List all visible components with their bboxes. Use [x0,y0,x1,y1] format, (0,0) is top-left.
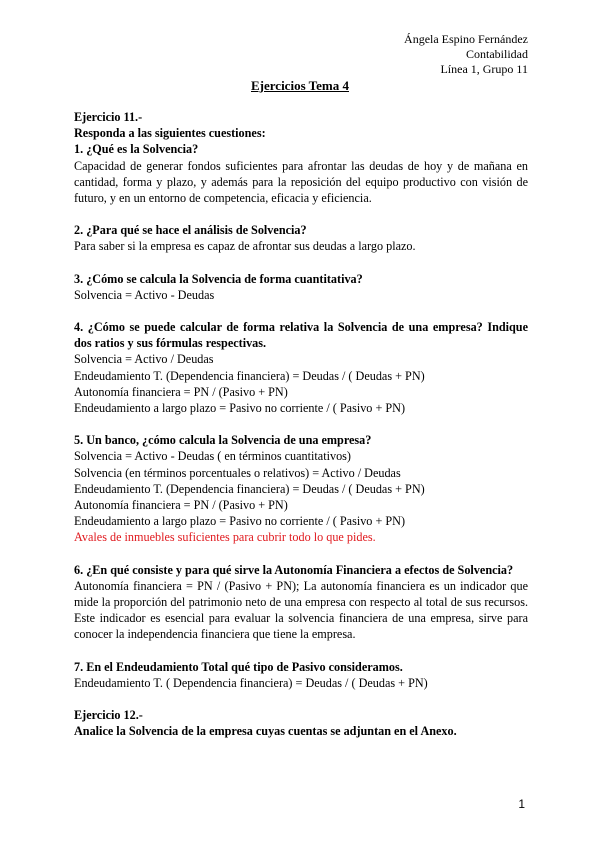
question-6: 6. ¿En qué consiste y para qué sirve la Autonomía Financiera a efectos de Solvencia? [74,562,514,577]
answer-5-line: Solvencia = Activo - Deudas ( en términos cuantitativos) [74,449,351,464]
answer-5-line: Endeudamiento a largo plazo = Pasivo no corriente / ( Pasivo + PN) [74,514,406,529]
answer-3: Solvencia = Activo - Deudas [74,287,215,302]
document-body [74,109,528,740]
question-5: 5. Un banco, ¿cómo calcula la Solvencia de una empresa? [74,433,372,448]
answer-1: Capacidad de generar fondos suficientes para afrontar las deudas de hoy y de mañana en cantidad, forma y plazo, y además para la reposición del equipo productivo con visión de futuro, y en un entorno de competencia, eficacia y eficiencia. [74,158,528,206]
question-4: 4. ¿Cómo se puede calcular de forma relativa la Solvencia de una empresa? Indique dos ratios y sus fórmulas respectivas. [74,320,528,351]
answer-5-note: Avales de inmuebles suficientes para cubrir todo lo que pides. [74,530,376,545]
answer-4-line: Endeudamiento a largo plazo = Pasivo no corriente / ( Pasivo + PN) [74,401,406,416]
answer-7: Endeudamiento T. ( Dependencia financiera) = Deudas / ( Deudas + PN) [74,675,428,690]
answer-5-line: Autonomía financiera = PN / (Pasivo + PN) [74,498,288,513]
answer-5-line: Endeudamiento T. (Dependencia financiera) = Deudas / ( Deudas + PN) [74,481,425,496]
page-title: Ejercicios Tema 4 [251,78,349,93]
answer-4-line: Solvencia = Activo / Deudas [74,352,214,367]
answer-4-line: Endeudamiento T. (Dependencia financiera) = Deudas / ( Deudas + PN) [74,368,425,383]
document-header [404,32,528,77]
answer-5-line: Solvencia (en términos porcentuales o relativos) = Activo / Deudas [74,465,401,480]
question-7: 7. En el Endeudamiento Total qué tipo de Pasivo consideramos. [74,659,403,674]
exercise-11-heading: Ejercicio 11.- [74,110,143,124]
page-number: 1 [518,797,525,811]
answer-6: Autonomía financiera = PN / (Pasivo + PN); La autonomía financiera es un indicador que mide la proporción del patrimonio neto de una empresa con respecto al total de sus recursos. Este indicador es esencial para evaluar la solvencia financiera de una empresa, sirve para conocer la independencia financiera que tiene la empresa. [74,578,528,642]
question-1: 1. ¿Qué es la Solvencia? [74,142,199,157]
exercise-12-heading: Ejercicio 12.- [74,708,143,723]
exercise-12-instruction: Analice la Solvencia de la empresa cuyas cuentas se adjuntan en el Anexo. [74,724,457,739]
question-3: 3. ¿Cómo se calcula la Solvencia de forma cuantitativa? [74,271,363,286]
exercise-11-instruction: Responda a las siguientes cuestiones: [74,126,266,141]
header-group: Línea 1, Grupo 11 [440,62,528,76]
header-subject: Contabilidad [466,47,528,61]
answer-4-line: Autonomía financiera = PN / (Pasivo + PN) [74,384,288,399]
question-2: 2. ¿Para qué se hace el análisis de Solvencia? [74,223,307,238]
answer-2: Para saber si la empresa es capaz de afrontar sus deudas a largo plazo. [74,239,416,254]
header-author: Ángela Espino Fernández [404,32,528,46]
